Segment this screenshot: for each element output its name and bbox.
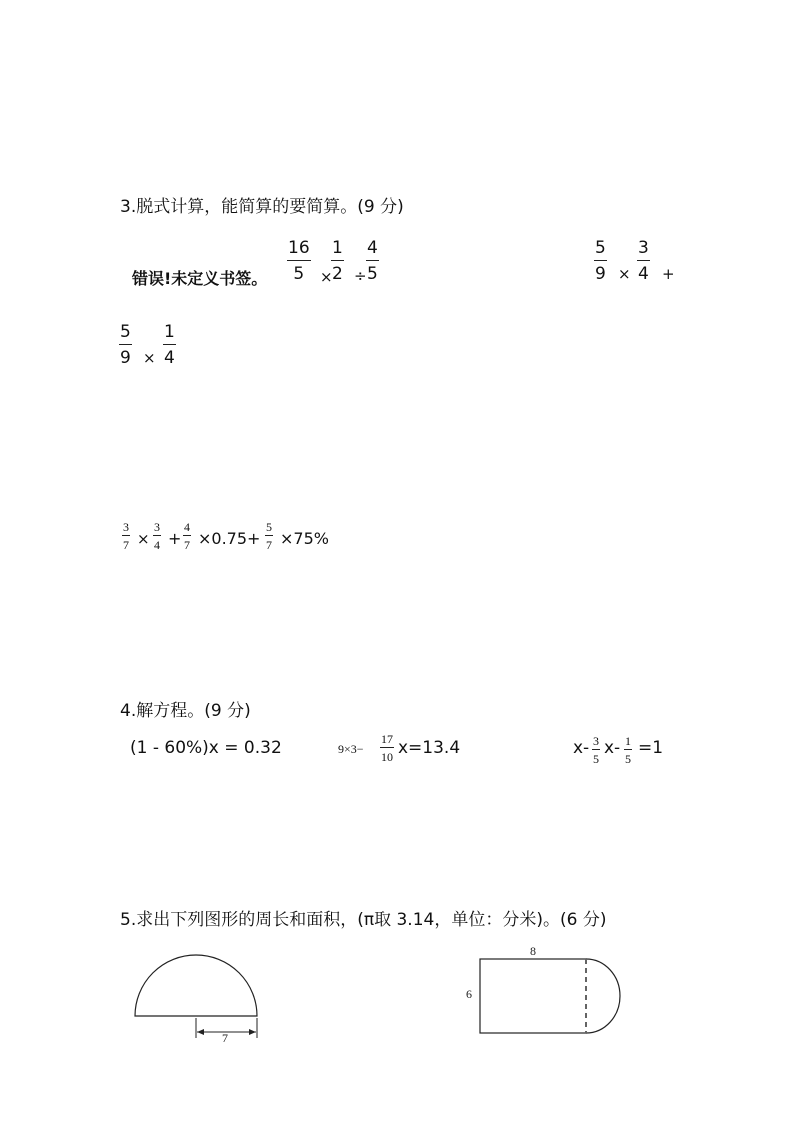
operator: + <box>662 265 675 283</box>
denominator: 10 <box>381 750 393 764</box>
equation-part: x- <box>604 738 621 758</box>
expression-tail: ×0.75+ <box>198 529 261 548</box>
fraction <box>592 735 600 765</box>
numerator: 3 <box>637 240 650 261</box>
numerator: 4 <box>366 240 379 261</box>
denominator: 5 <box>625 752 631 766</box>
operator: + <box>168 529 182 548</box>
arrowhead <box>249 1029 256 1035</box>
denominator: 5 <box>367 264 378 284</box>
denominator: 4 <box>154 538 160 552</box>
fraction <box>119 324 132 367</box>
fraction <box>624 735 632 765</box>
numerator: 17 <box>381 732 393 746</box>
equation-1: (1 - 60%)x = 0.32 <box>130 738 282 758</box>
error-bookmark-text: 错误!未定义书签。 <box>132 269 268 288</box>
denominator: 7 <box>123 538 129 552</box>
numerator: 16 <box>287 240 311 261</box>
fraction <box>153 521 161 551</box>
denominator: 5 <box>593 752 599 766</box>
semicircle-arc <box>586 959 620 1033</box>
arrowhead <box>197 1029 204 1035</box>
rectangle-shape <box>480 959 586 1033</box>
fraction <box>163 324 176 367</box>
fraction <box>331 240 344 283</box>
fraction <box>287 240 311 283</box>
fraction <box>366 240 379 283</box>
denominator: 5 <box>293 264 305 284</box>
section-3-title: 3.脱式计算，能简算的要简算。(9 分) <box>120 197 404 217</box>
width-label: 8 <box>530 944 536 958</box>
section-5-title: 5.求出下列图形的周长和面积，(π取 3.14，单位：分米)。(6 分) <box>120 910 607 930</box>
semicircle-figure <box>120 940 280 1050</box>
operator: × <box>137 530 150 548</box>
numerator: 5 <box>266 520 272 534</box>
denominator: 2 <box>332 264 343 284</box>
numerator: 3 <box>123 520 129 534</box>
numerator: 4 <box>184 520 190 534</box>
operator: ÷ <box>354 267 367 285</box>
equation-suffix: x=13.4 <box>398 738 461 758</box>
fraction <box>380 733 394 763</box>
expression-tail: ×75% <box>280 529 329 548</box>
denominator: 9 <box>120 348 131 368</box>
fraction <box>637 240 650 283</box>
fraction <box>594 240 607 283</box>
operator: × <box>618 265 631 283</box>
numerator: 5 <box>119 324 132 345</box>
fraction <box>122 521 130 551</box>
numerator: 1 <box>163 324 176 345</box>
denominator: 9 <box>595 264 606 284</box>
equation-part: =1 <box>638 738 664 758</box>
numerator: 3 <box>154 520 160 534</box>
fraction <box>265 521 273 551</box>
equation-prefix: 9×3− <box>338 742 364 756</box>
numerator: 1 <box>625 734 631 748</box>
denominator: 7 <box>184 538 190 552</box>
denominator: 4 <box>164 348 175 368</box>
radius-label: 7 <box>222 1031 228 1045</box>
semicircle-shape <box>135 955 257 1016</box>
denominator: 4 <box>638 264 649 284</box>
height-label: 6 <box>466 987 472 1001</box>
operator: × <box>143 349 156 367</box>
rectangle-semicircle-figure <box>460 940 640 1045</box>
numerator: 3 <box>593 734 599 748</box>
equation-part: x- <box>573 738 590 758</box>
operator: × <box>320 268 333 286</box>
fraction <box>183 521 191 551</box>
numerator: 1 <box>331 240 344 261</box>
denominator: 7 <box>266 538 272 552</box>
section-4-title: 4.解方程。(9 分) <box>120 701 251 721</box>
numerator: 5 <box>594 240 607 261</box>
